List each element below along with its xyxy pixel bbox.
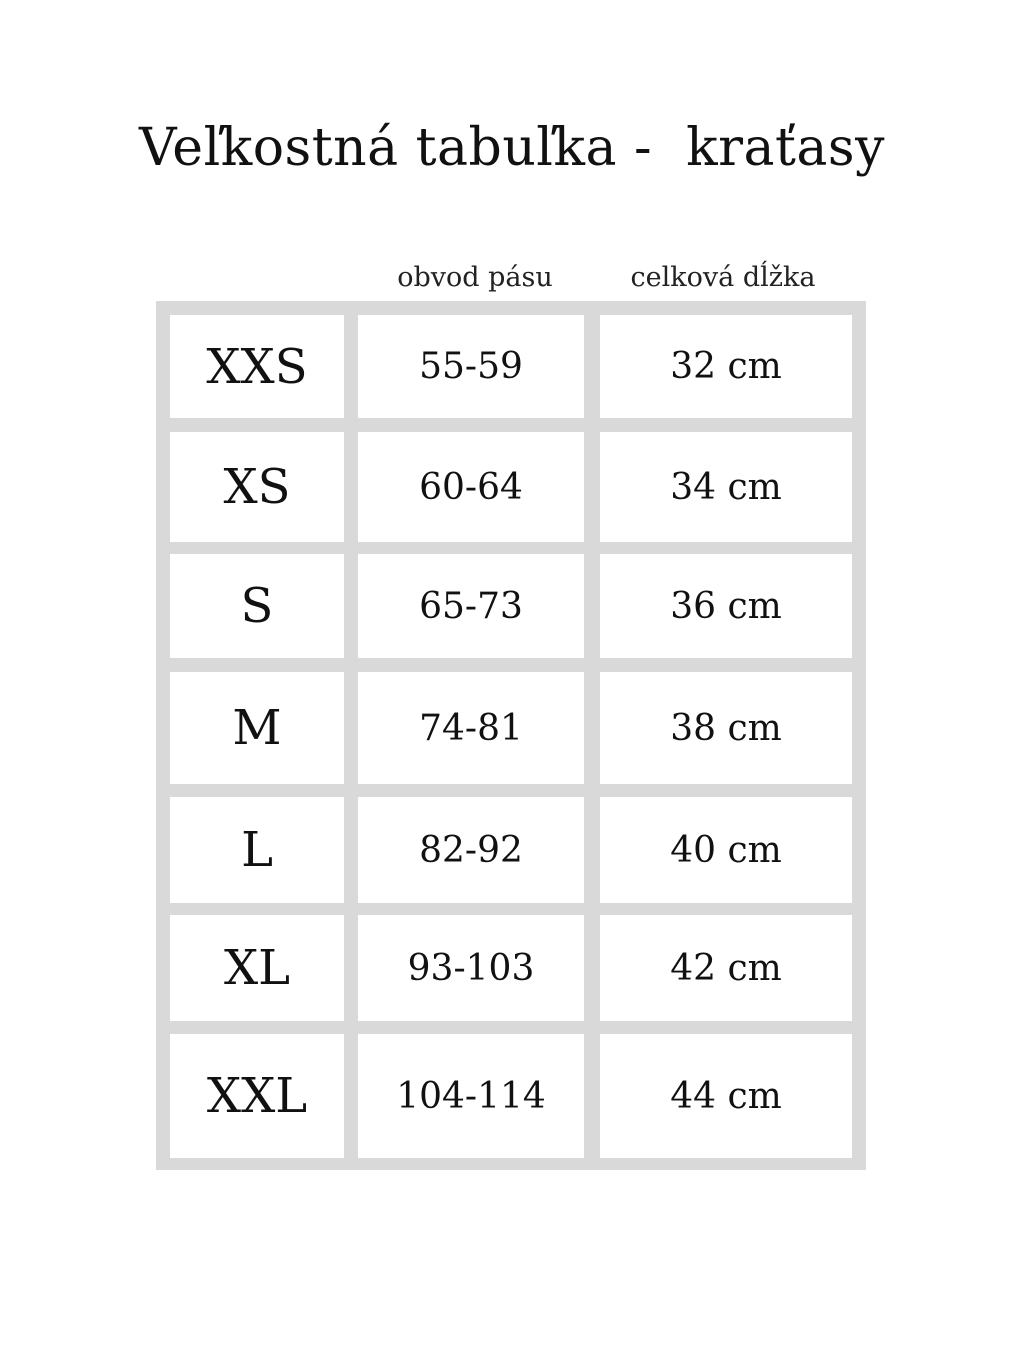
waist-cell: 104-114 xyxy=(358,1034,584,1158)
size-cell: L xyxy=(170,797,344,903)
size-table xyxy=(156,301,866,1170)
waist-cell: 93-103 xyxy=(358,915,584,1021)
size-cell: XS xyxy=(170,432,344,542)
waist-cell: 60-64 xyxy=(358,432,584,542)
waist-cell: 65-73 xyxy=(358,554,584,658)
length-cell: 42 cm xyxy=(600,915,852,1021)
length-cell: 44 cm xyxy=(600,1034,852,1158)
waist-cell: 74-81 xyxy=(358,672,584,784)
length-cell: 38 cm xyxy=(600,672,852,784)
size-cell: M xyxy=(170,672,344,784)
column-header-waist: obvod pásu xyxy=(397,262,553,293)
size-cell: XXL xyxy=(170,1034,344,1158)
size-cell: S xyxy=(170,554,344,658)
waist-cell: 55-59 xyxy=(358,315,584,418)
waist-cell: 82-92 xyxy=(358,797,584,903)
length-cell: 34 cm xyxy=(600,432,852,542)
length-cell: 32 cm xyxy=(600,315,852,418)
size-cell: XL xyxy=(170,915,344,1021)
size-cell: XXS xyxy=(170,315,344,418)
column-header-length: celková dĺžka xyxy=(630,262,816,293)
length-cell: 36 cm xyxy=(600,554,852,658)
page-title: Veľkostná tabuľka - kraťasy xyxy=(139,118,885,178)
length-cell: 40 cm xyxy=(600,797,852,903)
